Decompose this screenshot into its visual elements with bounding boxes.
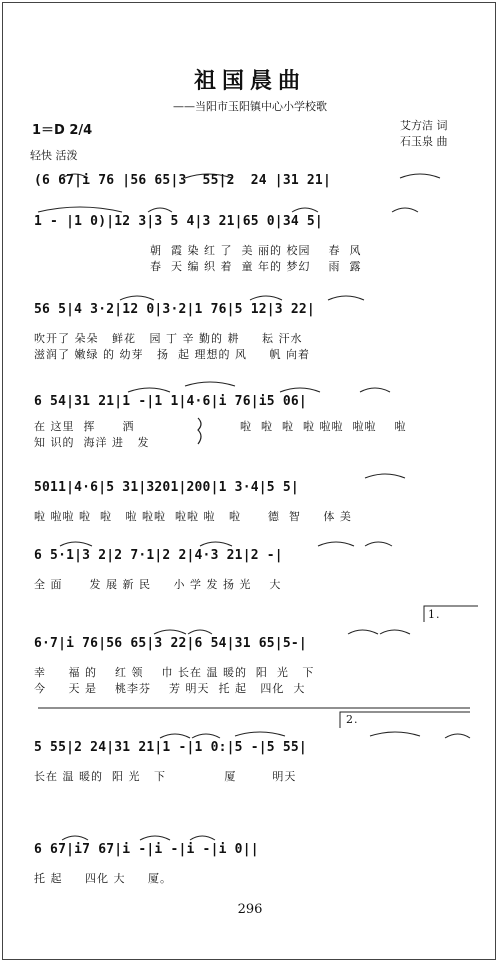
lyric-line-2b: 春 天 编 织 着 童 年的 梦幻 雨 露 [150, 260, 362, 273]
score-line-2: 1 - |1 0)|12 3|3 5 4|3 21|65 0|34 5| [34, 214, 323, 229]
lyric-line-4b: 知 识的 海洋 进 发 [34, 436, 150, 449]
lyric-line-4a: 在 这里 挥 洒 [34, 420, 135, 433]
page-number: 296 [237, 902, 263, 917]
score-line-3: 56 5|4 3·2|12 0|3·2|1 76|5 12|3 22| [34, 302, 315, 317]
lyricist-credit: 艾方洁 词 [400, 119, 448, 132]
volta-first: 1. [428, 608, 441, 621]
song-subtitle: ——当阳市玉阳镇中心小学校歌 [173, 100, 327, 113]
tempo-marking: 轻快 活泼 [30, 149, 78, 162]
score-line-8: 5 55|2 24|31 21|1 -|1 0:|5 -|5 55| [34, 740, 307, 755]
score-line-6: 6 5·1|3 2|2 7·1|2 2|4·3 21|2 -| [34, 548, 283, 563]
lyric-line-3a: 吹开了 朵朵 鲜花 园 丁 辛 勤的 耕 耘 汗水 [34, 332, 303, 345]
score-line-7: 6·7|i 76|56 65|3 22|6 54|31 65|5-| [34, 636, 307, 651]
lyric-line-9: 托 起 四化 大 厦。 [34, 872, 172, 885]
lyric-line-5: 啦 啦啦 啦 啦 啦 啦啦 啦啦 啦 啦 德 智 体 美 [34, 510, 352, 523]
score-line-1: (6 67|i 76 |56 65|3 55|2 24 |31 21| [34, 173, 331, 188]
lyric-line-7a: 幸 福 的 红 领 巾 长在 温 暖的 阳 光 下 [34, 666, 315, 679]
composer-credit: 石玉泉 曲 [400, 135, 448, 148]
lyric-line-3b: 滋润了 嫩绿 的 幼芽 扬 起 理想的 风 帆 向着 [34, 348, 310, 361]
lyric-line-6: 全 面 发 展 新 民 小 学 发 扬 光 大 [34, 578, 282, 591]
volta-second: 2. [346, 713, 359, 726]
lyric-line-7b: 今 天 是 桃李芬 芳 明天 托 起 四化 大 [34, 682, 306, 695]
interjection-line: 啦 啦 啦 啦 啦啦 啦啦 啦 [240, 420, 407, 433]
lyric-line-8: 长在 温 暖的 阳 光 下 厦 明天 [34, 770, 297, 783]
key-signature: 1＝D 2/4 [32, 123, 93, 138]
score-line-9: 6 67|i7 67|i -|i -|i -|i 0|| [34, 842, 259, 857]
score-line-5: 5011|4·6|5 31|3201|200|1 3·4|5 5| [34, 480, 299, 495]
song-title: 祖国晨曲 [193, 68, 306, 94]
lyric-line-2a: 朝 霞 染 红 了 美 丽的 校园 春 风 [150, 244, 362, 257]
score-line-4: 6 54|31 21|1 -|1 1|4·6|i 76|i5 06| [34, 394, 307, 409]
